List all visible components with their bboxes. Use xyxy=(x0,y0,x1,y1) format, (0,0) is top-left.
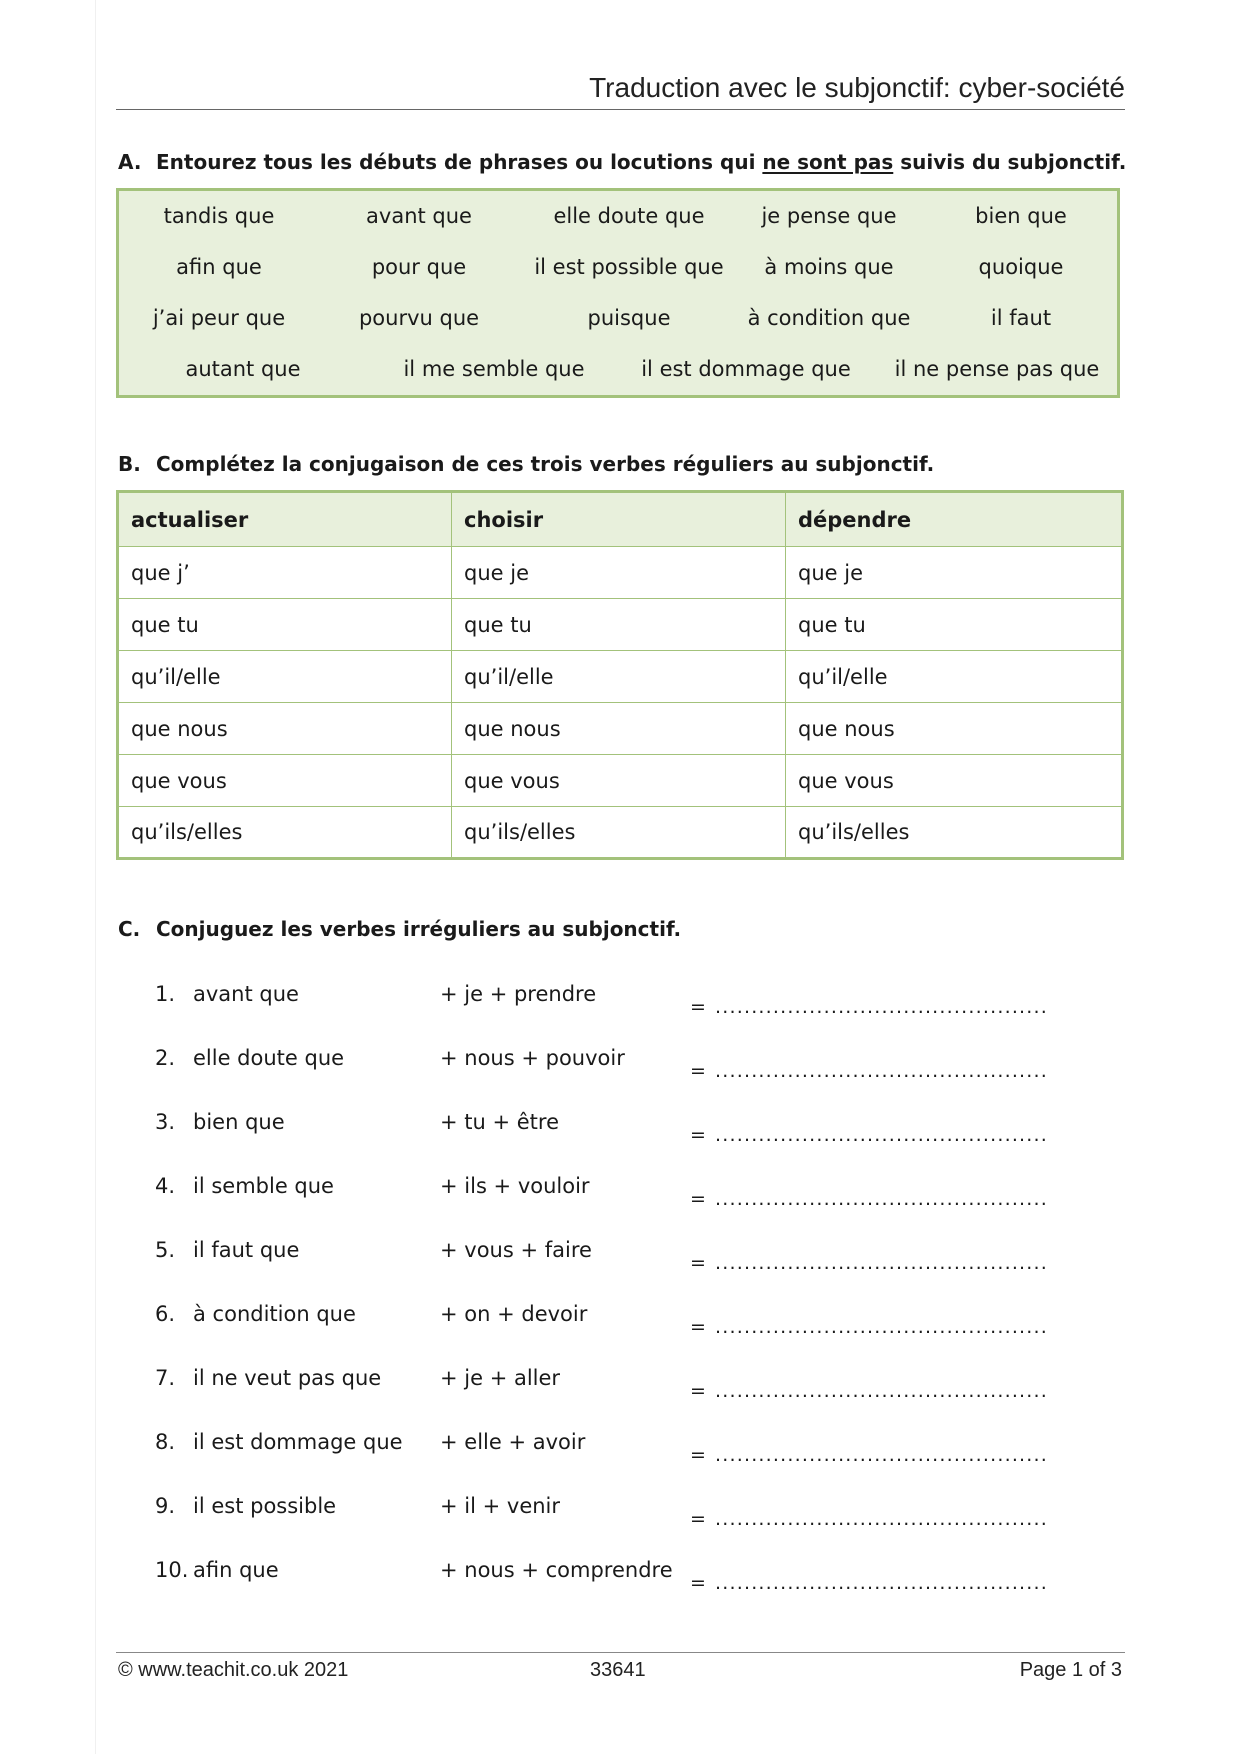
exercise-number: 4. xyxy=(155,1174,176,1198)
equals-sign: = xyxy=(690,1252,706,1274)
table-cell[interactable]: que vous xyxy=(786,755,1123,807)
exercise-verb: + elle + avoir xyxy=(440,1430,586,1454)
equals-sign: = xyxy=(690,1316,706,1338)
table-cell[interactable]: que tu xyxy=(452,599,786,651)
footer-page-number: Page 1 of 3 xyxy=(1019,1659,1122,1681)
table-row xyxy=(118,755,1123,807)
exercise-phrase: à condition que xyxy=(193,1302,356,1326)
conjugation-table xyxy=(116,490,1124,860)
table-cell[interactable]: qu’il/elle xyxy=(786,651,1123,703)
table-row xyxy=(118,651,1123,703)
section-a-title-before: Entourez tous les débuts de phrases ou locutions qui xyxy=(156,150,763,174)
exercise-verb: + tu + être xyxy=(440,1110,560,1134)
answer-line[interactable]: .............................................. xyxy=(715,1572,1049,1594)
page-edge xyxy=(95,0,96,1754)
table-cell[interactable]: que tu xyxy=(118,599,452,651)
exercise-item xyxy=(0,1494,1240,1554)
table-header-row xyxy=(118,492,1123,547)
phrase-item[interactable]: il faut xyxy=(990,306,1052,330)
table-cell[interactable]: qu’il/elle xyxy=(118,651,452,703)
equals-sign: = xyxy=(690,1572,706,1594)
answer-line[interactable]: .............................................. xyxy=(715,1380,1049,1402)
table-cell[interactable]: qu’ils/elles xyxy=(786,807,1123,859)
answer-line[interactable]: .............................................. xyxy=(715,1252,1049,1274)
exercise-phrase: bien que xyxy=(193,1110,285,1134)
exercise-number: 10. xyxy=(155,1558,189,1582)
table-cell[interactable]: que nous xyxy=(786,703,1123,755)
section-c-title xyxy=(118,917,681,941)
answer-line[interactable]: .............................................. xyxy=(715,1188,1049,1210)
phrase-item[interactable]: à condition que xyxy=(747,306,911,330)
exercise-phrase: il est possible xyxy=(193,1494,337,1518)
phrase-item[interactable]: il me semble que xyxy=(403,357,585,381)
section-c-letter: C. xyxy=(118,917,141,941)
page-title: Traduction avec le subjonctif: cyber-société xyxy=(589,72,1125,103)
exercise-number: 6. xyxy=(155,1302,176,1326)
header-rule xyxy=(116,109,1125,110)
answer-line[interactable]: .............................................. xyxy=(715,1060,1049,1082)
exercise-number: 7. xyxy=(155,1366,176,1390)
exercise-number: 8. xyxy=(155,1430,176,1454)
footer-rule xyxy=(116,1652,1125,1653)
exercise-verb: + il + venir xyxy=(440,1494,561,1518)
equals-sign: = xyxy=(690,1188,706,1210)
equals-sign: = xyxy=(690,1380,706,1402)
exercise-verb: + nous + pouvoir xyxy=(440,1046,625,1070)
column-header: actualiser xyxy=(118,492,452,547)
section-a-letter: A. xyxy=(118,150,142,174)
table-cell[interactable]: que j’ xyxy=(118,547,452,599)
exercise-verb: + ils + vouloir xyxy=(440,1174,590,1198)
table-row xyxy=(118,703,1123,755)
phrase-item[interactable]: elle doute que xyxy=(553,204,705,228)
table-cell[interactable]: que nous xyxy=(452,703,786,755)
phrase-item[interactable]: pour que xyxy=(371,255,467,279)
exercise-item xyxy=(0,1558,1240,1618)
exercise-item xyxy=(0,1046,1240,1106)
phrase-item[interactable]: afin que xyxy=(176,255,262,279)
exercise-verb: + je + aller xyxy=(440,1366,561,1390)
exercise-verb: + vous + faire xyxy=(440,1238,592,1262)
exercise-item xyxy=(0,1430,1240,1490)
phrase-item[interactable]: à moins que xyxy=(764,255,894,279)
section-b-letter: B. xyxy=(118,452,141,476)
table-cell[interactable]: qu’il/elle xyxy=(452,651,786,703)
exercise-phrase: il ne veut pas que xyxy=(193,1366,382,1390)
table-cell[interactable]: que nous xyxy=(118,703,452,755)
answer-line[interactable]: .............................................. xyxy=(715,1124,1049,1146)
section-a-title-underlined: ne sont pas xyxy=(762,150,894,174)
exercise-item xyxy=(0,982,1240,1042)
section-b-title xyxy=(118,452,934,476)
phrase-item[interactable]: il ne pense pas que xyxy=(894,357,1100,381)
exercise-number: 1. xyxy=(155,982,176,1006)
footer-code: 33641 xyxy=(590,1659,646,1681)
equals-sign: = xyxy=(690,1444,706,1466)
table-cell[interactable]: que je xyxy=(452,547,786,599)
section-b-title-text: Complétez la conjugaison de ces trois verbes réguliers au subjonctif. xyxy=(156,452,935,476)
exercise-phrase: afin que xyxy=(193,1558,279,1582)
phrase-item[interactable]: bien que xyxy=(975,204,1067,228)
section-a-title-after: suivis du subjonctif. xyxy=(893,150,1127,174)
phrase-item[interactable]: je pense que xyxy=(761,204,897,228)
section-a-title xyxy=(118,150,1126,174)
exercise-item xyxy=(0,1302,1240,1362)
section-c-title-text: Conjuguez les verbes irréguliers au subjonctif. xyxy=(156,917,682,941)
exercise-number: 3. xyxy=(155,1110,176,1134)
footer-copyright: © www.teachit.co.uk 2021 xyxy=(118,1659,349,1681)
table-cell[interactable]: que vous xyxy=(452,755,786,807)
phrase-item[interactable]: avant que xyxy=(366,204,472,228)
answer-line[interactable]: .............................................. xyxy=(715,1444,1049,1466)
exercise-phrase: avant que xyxy=(193,982,299,1006)
table-cell[interactable]: qu’ils/elles xyxy=(118,807,452,859)
equals-sign: = xyxy=(690,1508,706,1530)
exercise-phrase: il est dommage que xyxy=(193,1430,403,1454)
table-cell[interactable]: qu’ils/elles xyxy=(452,807,786,859)
table-cell[interactable]: que vous xyxy=(118,755,452,807)
equals-sign: = xyxy=(690,996,706,1018)
exercise-phrase: elle doute que xyxy=(193,1046,345,1070)
answer-line[interactable]: .............................................. xyxy=(715,1508,1049,1530)
exercise-number: 2. xyxy=(155,1046,176,1070)
table-row xyxy=(118,807,1123,859)
equals-sign: = xyxy=(690,1124,706,1146)
column-header: choisir xyxy=(452,492,786,547)
table-row xyxy=(118,599,1123,651)
phrase-item[interactable]: puisque xyxy=(587,306,671,330)
table-cell[interactable]: que je xyxy=(786,547,1123,599)
column-header: dépendre xyxy=(786,492,1123,547)
phrase-item[interactable]: tandis que xyxy=(163,204,275,228)
answer-line[interactable]: .............................................. xyxy=(715,1316,1049,1338)
exercise-item xyxy=(0,1110,1240,1170)
exercise-phrase: il faut que xyxy=(193,1238,300,1262)
exercise-verb: + nous + comprendre xyxy=(440,1558,673,1582)
exercise-item xyxy=(0,1366,1240,1426)
exercise-item xyxy=(0,1238,1240,1298)
phrase-item[interactable]: j’ai peur que xyxy=(152,306,286,330)
phrase-item[interactable]: quoique xyxy=(978,255,1064,279)
exercise-verb: + je + prendre xyxy=(440,982,597,1006)
phrase-item[interactable]: pourvu que xyxy=(358,306,480,330)
table-row xyxy=(118,547,1123,599)
phrase-item[interactable]: il est possible que xyxy=(534,255,724,279)
exercise-number: 9. xyxy=(155,1494,176,1518)
equals-sign: = xyxy=(690,1060,706,1082)
exercise-number: 5. xyxy=(155,1238,176,1262)
exercise-phrase: il semble que xyxy=(193,1174,334,1198)
phrase-item[interactable]: il est dommage que xyxy=(641,357,851,381)
answer-line[interactable]: .............................................. xyxy=(715,996,1049,1018)
exercise-item xyxy=(0,1174,1240,1234)
phrase-item[interactable]: autant que xyxy=(185,357,301,381)
exercise-verb: + on + devoir xyxy=(440,1302,588,1326)
table-cell[interactable]: que tu xyxy=(786,599,1123,651)
